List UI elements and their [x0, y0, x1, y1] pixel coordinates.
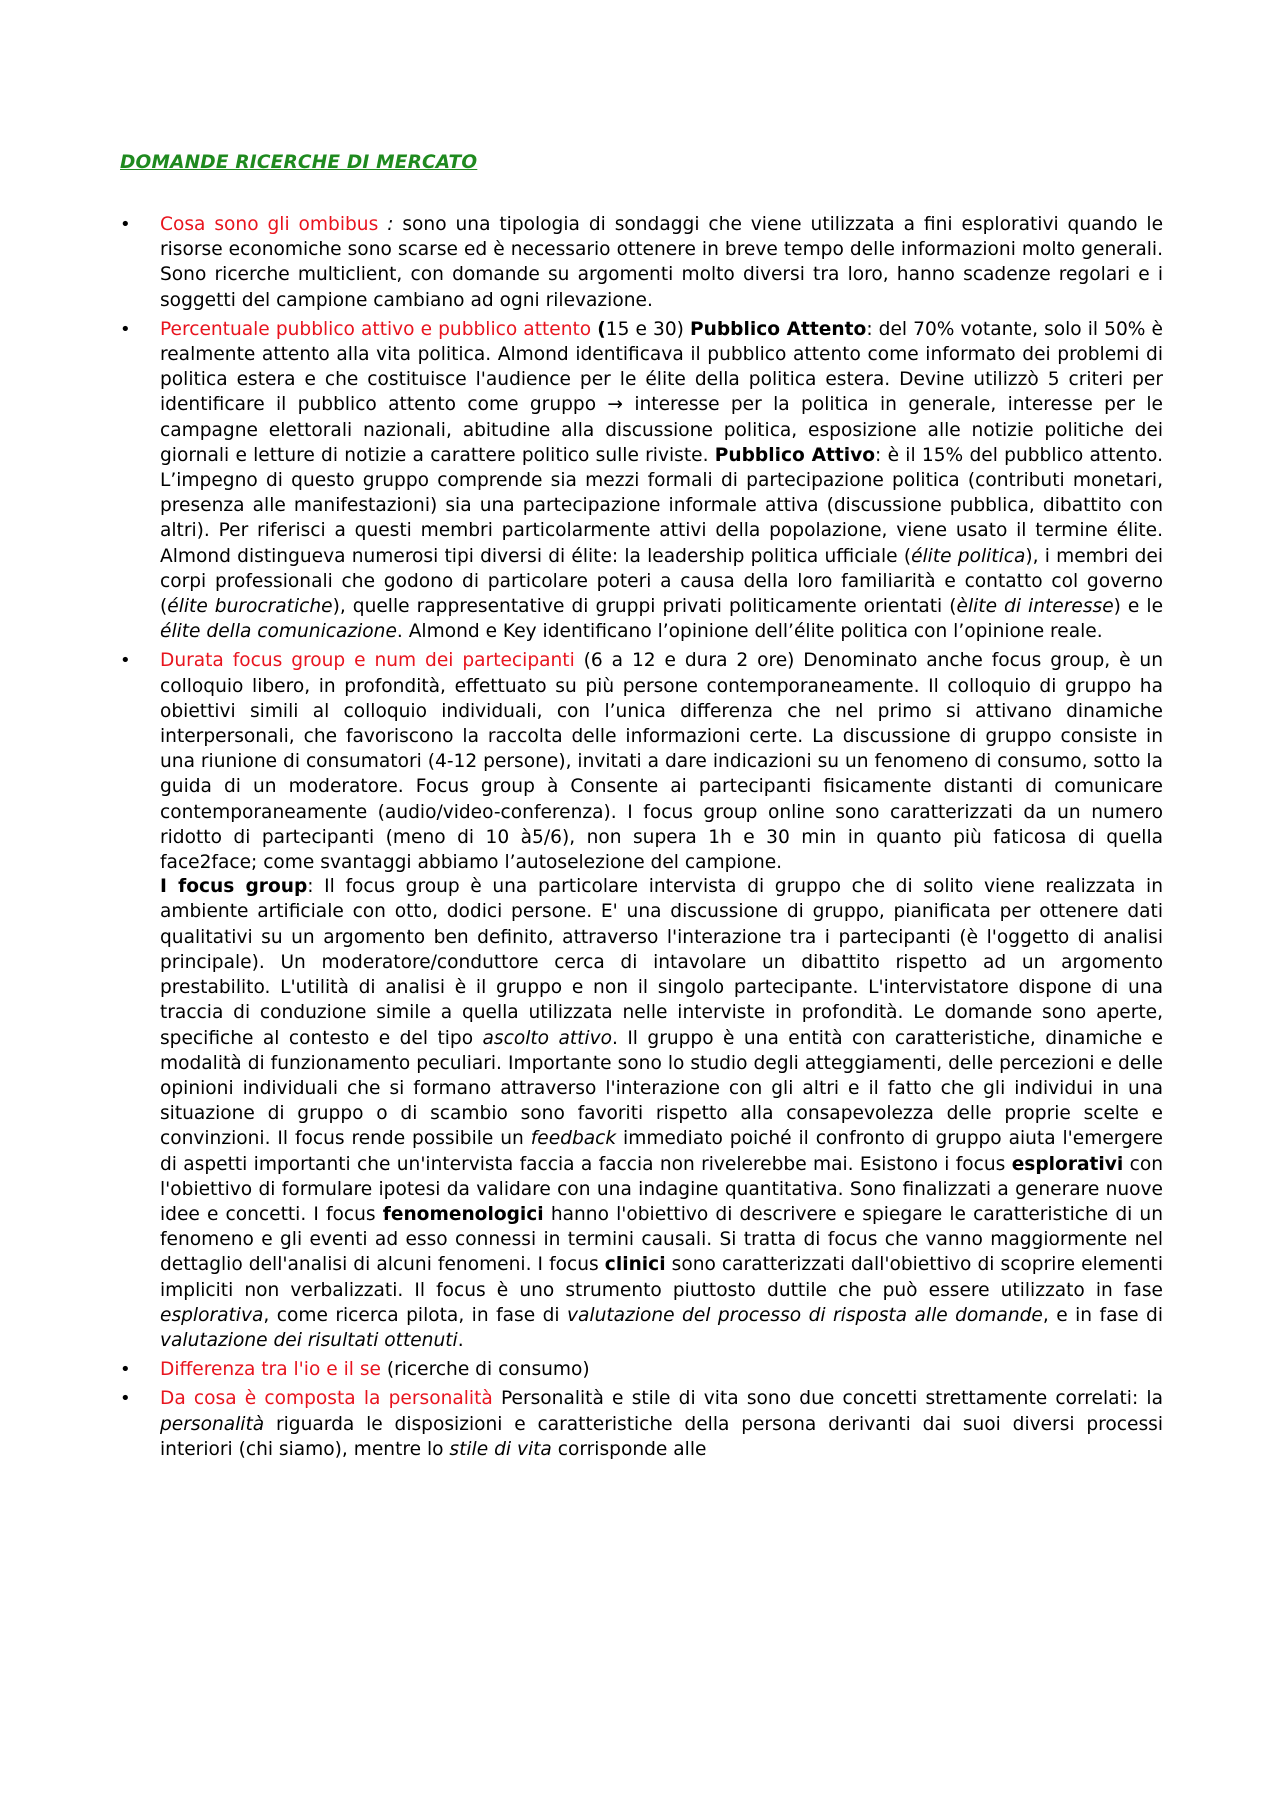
- question-text: Durata focus group e num dei partecipanti: [160, 650, 575, 672]
- body-text: , e in fase di: [1042, 1304, 1164, 1326]
- question-text: Differenza tra l'io e il se: [160, 1359, 381, 1381]
- list-item: [120, 1386, 1163, 1462]
- bullet-icon: •: [120, 650, 131, 672]
- body-text: .: [457, 1329, 464, 1351]
- body-text: ) e le: [1113, 596, 1164, 618]
- item-paragraph: [160, 317, 1163, 645]
- question-list: [120, 212, 1163, 1466]
- italic-text: esplorativa: [160, 1304, 264, 1326]
- body-text: . Il gruppo è una entità con caratteristiche, dinamiche e modalità di funzionamento peculiari. Importante sono lo studio degli atteggiamenti, delle percezioni e delle opinioni individuali che si formano attraverso l'interazione con gli altri e il fatto che gli individui in una situazione di gruppo o di scambio sono favoriti rispetto alla consapevolezza delle proprie scelte e convinzioni. Il focus rende possibile un: [160, 1027, 1163, 1150]
- list-item: [120, 317, 1163, 645]
- question-text: Cosa sono gli ombibus: [160, 214, 388, 235]
- body-text: corrisponde alle: [551, 1438, 707, 1460]
- bold-text: clinici: [604, 1254, 666, 1276]
- italic-text: personalità: [160, 1413, 265, 1435]
- italic-text: élite della comunicazione: [160, 621, 397, 643]
- italic-text: ascolto attivo: [482, 1027, 612, 1049]
- bold-text: fenomenologici: [382, 1203, 544, 1225]
- italic-text: élite politica: [911, 545, 1026, 567]
- list-item: [120, 212, 1163, 313]
- body-text: : del 70% votante, solo il 50% è realmente attento alla vita politica. Almond identificava il pubblico attento come informato dei problemi di politica estera e che costituisce l'audience per le élite della politica estera. Devine utilizzò 5 criteri per identificare il pubblico attento come gruppo → interesse per la politica in generale, interesse per le campagne elettorali nazionali, abitudine alla discussione politica, esposizione alle notizie politiche dei giornali e letture di notizie a carattere politico sulle riviste.: [160, 318, 1163, 466]
- body-text: hanno l'obiettivo di descrivere e spiegare le caratteristiche di un fenomeno e gli eventi ad esso connessi in termini causali. Si tratta di focus che vanno maggiormente nel dettaglio dell'analisi di alcuni fenomeni. I focus: [160, 1203, 1163, 1276]
- body-text: sono caratterizzati dall'obiettivo di scoprire elementi impliciti non verbalizzati. Il focus è uno strumento piuttosto duttile che può essere utilizzato in fase: [160, 1254, 1163, 1301]
- body-text: , come ricerca pilota, in fase di: [263, 1304, 568, 1326]
- item-paragraph-2: [160, 874, 1163, 1353]
- italic-text: èlite di interesse: [956, 596, 1114, 618]
- body-text: sono una tipologia di sondaggi che viene utilizzata a fini esplorativi quando le risorse economiche sono scarse ed è necessario ottenere in breve tempo delle informazioni molto generali. Sono ricerche multiclient, con domande su argomenti molto diversi tra loro, hanno scadenze regolari e i soggetti del campione cambiano ad ogni rilevazione.: [160, 214, 1164, 311]
- bold-text: I focus group: [160, 876, 308, 898]
- bold-text: esplorativi: [1011, 1153, 1124, 1175]
- body-text: ), i membri dei corpi professionali che godono di particolare poteri a causa della loro familiarità e contatto col governo (: [160, 545, 1164, 618]
- page-title: DOMANDE RICERCHE DI MERCATO: [120, 152, 478, 173]
- body-text: immediato poiché il confronto di gruppo aiuta l'emergere di aspetti importanti che un'intervista faccia a faccia non rivelerebbe mai. Esistono i focus: [160, 1128, 1163, 1175]
- body-text: (6 a 12 e dura 2 ore) Denominato anche focus group, è un colloquio libero, in profondità, effettuato su più persone contemporaneamente. Il colloquio di gruppo ha obiettivi simili al colloquio individuali, con l’unica differenza che nel primo si attivano dinamiche interpersonali, che favoriscono la raccolta delle informazioni certe. La discussione di gruppo consiste in una riunione di consumatori (4-12 persone), invitati a dare indicazioni su un fenomeno di consumo, sotto la guida di un moderatore. Focus group à Consente ai partecipanti fisicamente distanti di comunicare contemporaneamente (audio/video-conferenza). I focus group online sono caratterizzati da un numero ridotto di partecipanti (meno di 10 à5/6), non supera 1h e 30 min in quanto più faticosa di quella face2face; come svantaggi abbiamo l’autoselezione del campione.: [160, 650, 1163, 874]
- body-text: con l'obiettivo di formulare ipotesi da validare con una indagine quantitativa. Sono finalizzati a generare nuove idee e concetti. I focus: [160, 1153, 1163, 1225]
- bold-text: (: [597, 318, 606, 340]
- italic-text: feedback: [530, 1128, 617, 1150]
- body-text: : Il focus group è una particolare intervista di gruppo che di solito viene realizzata in ambiente artificiale con otto, dodici persone. E' una discussione di gruppo, pianificata per ottenere dati qualitativi su un argomento ben definito, attraverso l'interazione tra i partecipanti (è l'oggetto di analisi principale). Un moderatore/conduttore cerca di intavolare un dibattito rispetto ad un argomento prestabilito. L'utilità di analisi è il gruppo e non il singolo partecipante. L'intervistatore dispone di una traccia di conduzione simile a quella utilizzata nelle interviste in profondità. Le domande sono aperte, specifiche al contesto e del tipo: [160, 876, 1163, 1049]
- italic-text: :: [387, 214, 394, 235]
- body-text: riguarda le disposizioni e caratteristiche della persona derivanti dai suoi diversi processi interiori (chi siamo), mentre lo: [160, 1413, 1163, 1460]
- italic-text: valutazione del processo di risposta alle domande: [567, 1304, 1043, 1326]
- item-paragraph: [160, 1386, 1163, 1462]
- question-text: Percentuale pubblico attivo e pubblico attento: [160, 318, 592, 340]
- list-item: [120, 1357, 1163, 1382]
- body-text: : è il 15% del pubblico attento. L’impegno di questo gruppo comprende sia mezzi formali di partecipazione politica (contributi monetari, presenza alle manifestazioni) sia una partecipazione informale attiva (discussione pubblica, dibattito con altri). Per riferisci a questi membri particolarmente attivi della popolazione, viene usato il termine élite. Almond distingueva numerosi tipi diversi di élite: la leadership politica ufficiale (: [160, 444, 1163, 567]
- body-text: (ricerche di consumo): [380, 1359, 590, 1381]
- body-text: Personalità e stile di vita sono due concetti strettamente correlati: la: [492, 1388, 1163, 1410]
- item-paragraph: [160, 212, 1163, 313]
- item-paragraph: [160, 648, 1163, 875]
- italic-text: stile di vita: [449, 1438, 552, 1460]
- list-item: [120, 648, 1163, 1353]
- body-text: . Almond e Key identificano l’opinione dell’élite politica con l’opinione reale.: [396, 621, 1103, 643]
- bullet-icon: •: [120, 318, 131, 340]
- item-paragraph: [160, 1357, 1163, 1382]
- question-text: Da cosa è composta la personalità: [160, 1388, 493, 1410]
- italic-text: valutazione dei risultati ottenuti: [160, 1329, 458, 1351]
- body-text: 15 e 30): [605, 318, 690, 340]
- italic-text: élite burocratiche: [167, 596, 333, 618]
- bold-text: Pubblico Attento: [689, 318, 867, 340]
- body-text: ), quelle rappresentative di gruppi privati politicamente orientati (: [332, 596, 957, 618]
- bullet-icon: •: [120, 214, 131, 235]
- bullet-icon: •: [120, 1388, 131, 1410]
- bold-text: Pubblico Attivo: [714, 444, 876, 466]
- bullet-icon: •: [120, 1359, 131, 1381]
